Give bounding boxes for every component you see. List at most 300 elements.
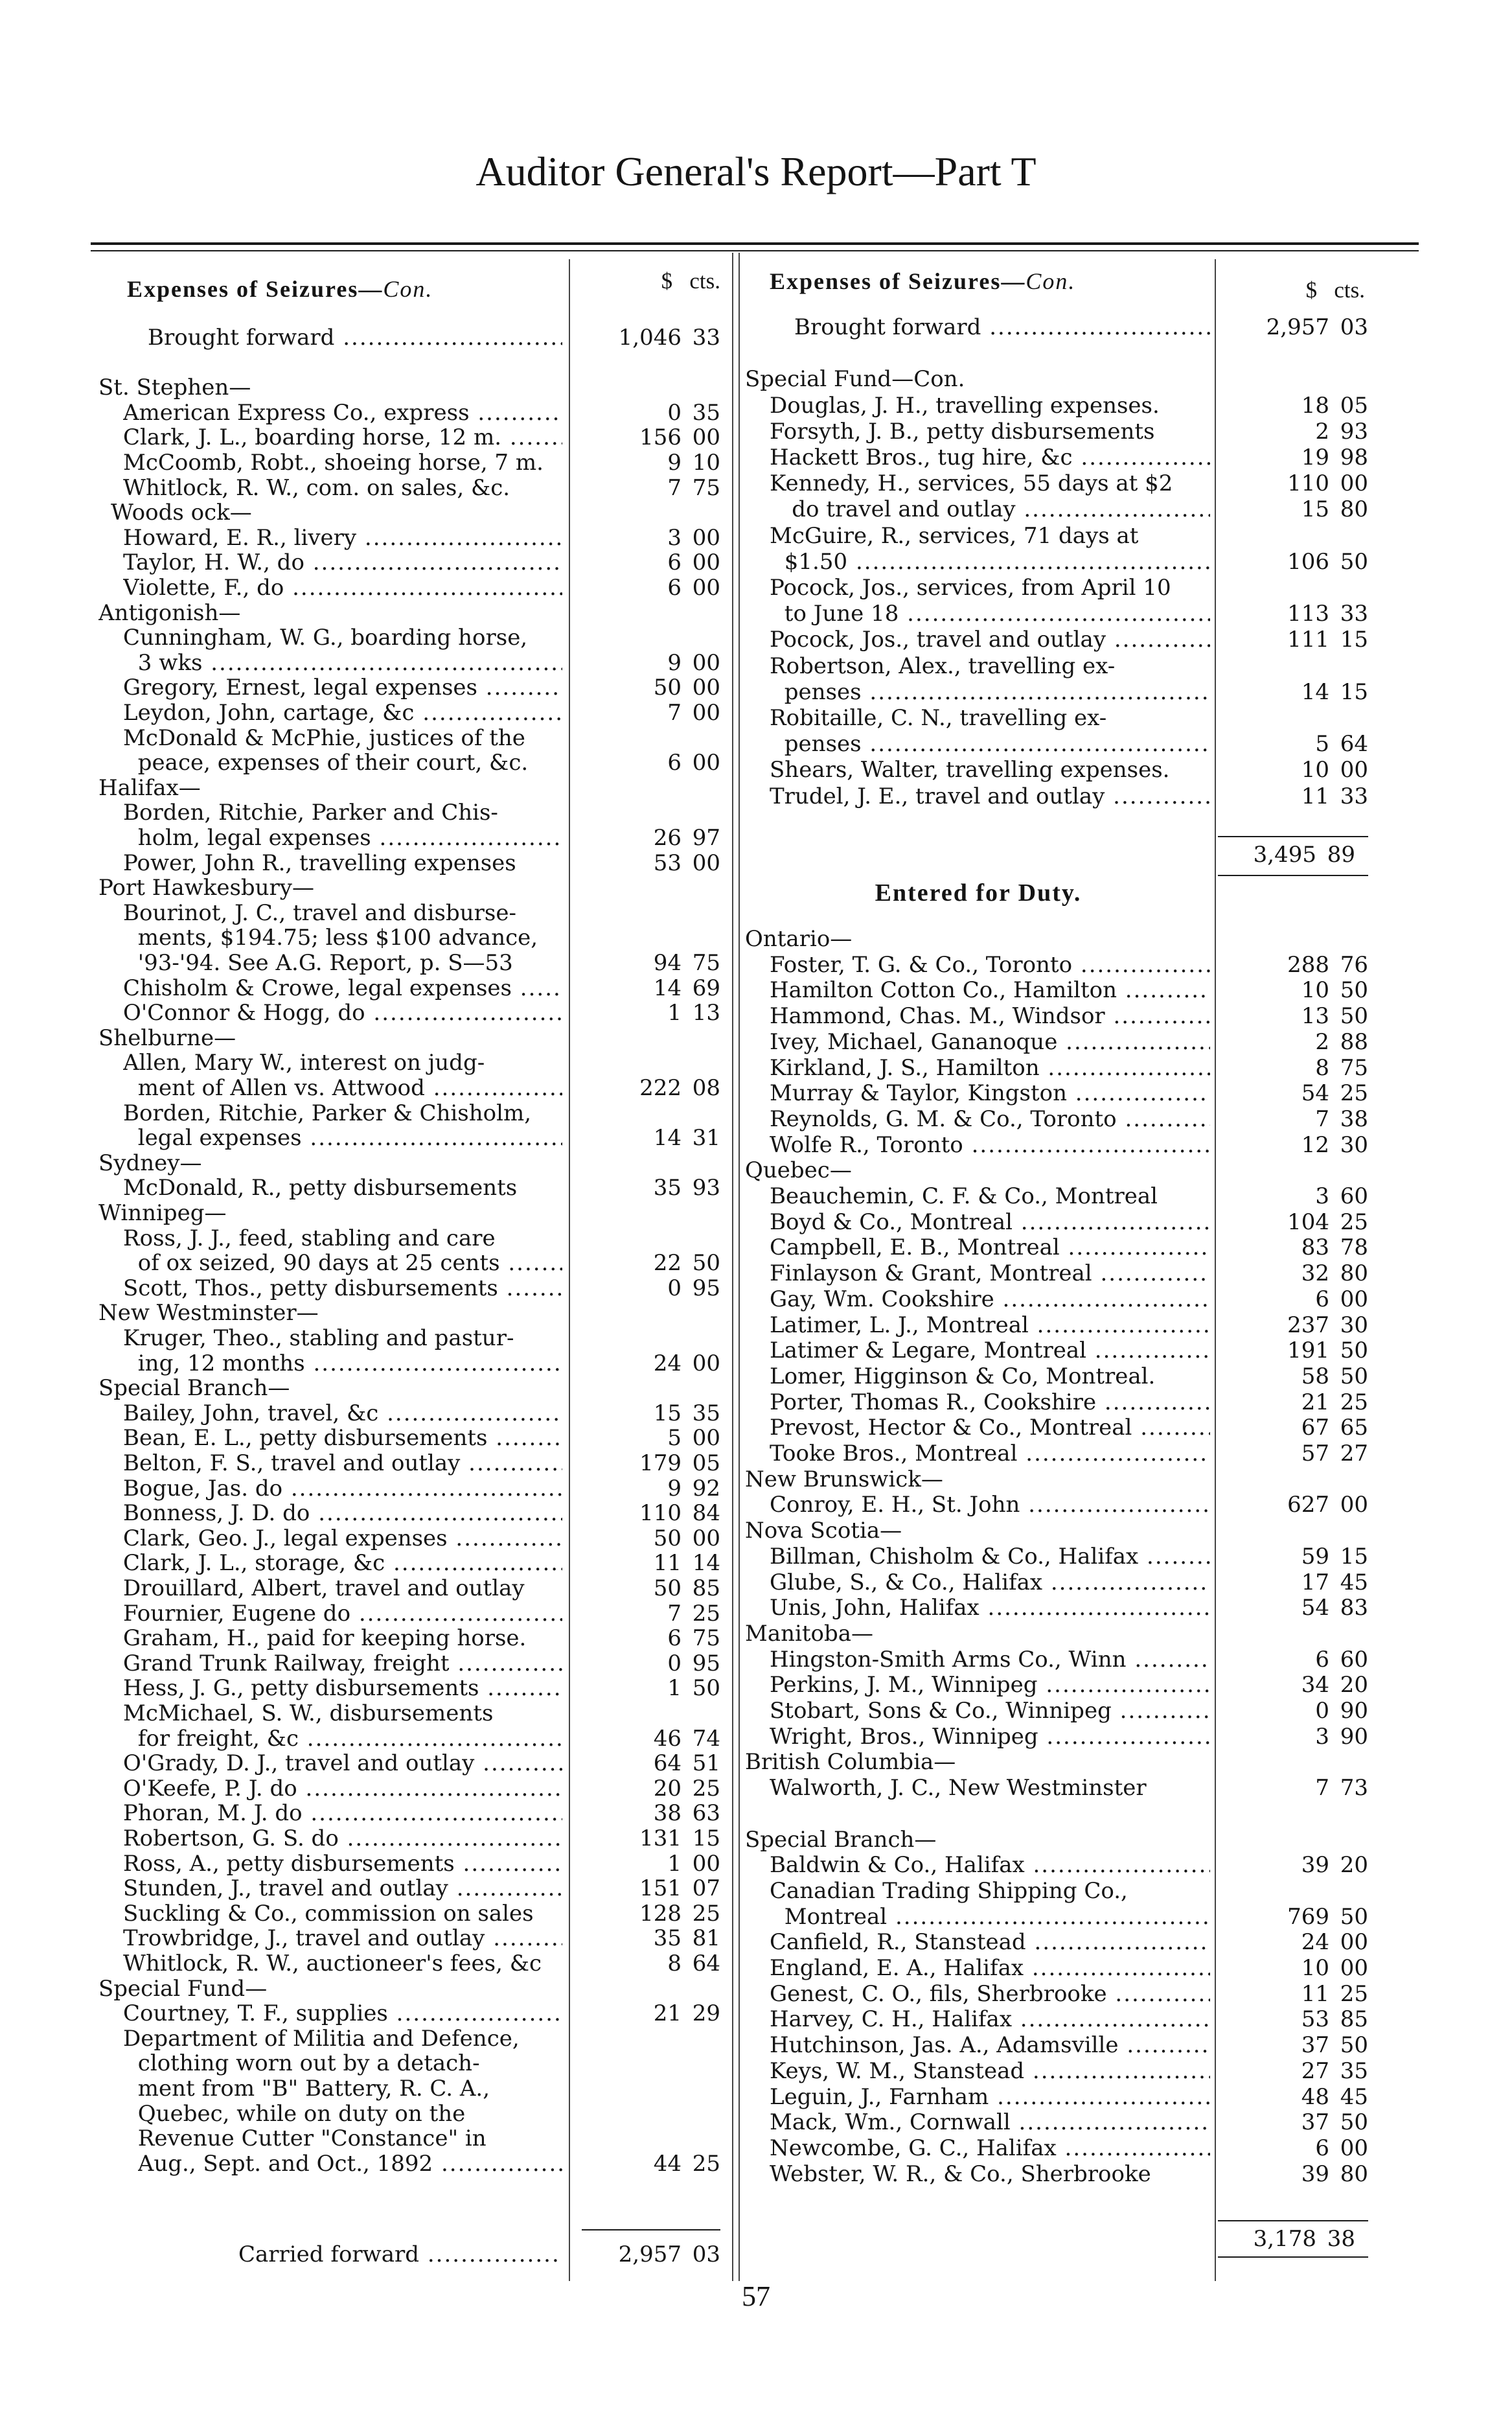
ledger-heading: [98, 1101, 720, 1126]
entry-text: Latimer, L. J., Montreal .....: [770, 1313, 1210, 1338]
ledger-entry: [98, 1401, 720, 1426]
entry-amount: 53 00: [653, 850, 720, 876]
ledger-entry: [98, 976, 720, 1001]
ledger-heading: [98, 726, 720, 750]
ledger-entry: [745, 1235, 1368, 1260]
entry-text: Boyd & Co., Montreal .....: [770, 1210, 1210, 1234]
ledger-entry: [745, 2110, 1368, 2135]
ledger-entry: [98, 1451, 720, 1476]
ledger-heading: [745, 575, 1368, 600]
entry-amount: 6 00: [1315, 2135, 1368, 2161]
ledger-entry: [745, 1724, 1368, 1749]
center-rule-2: [739, 253, 740, 2281]
entry-text: Hess, J. G., petty disbursements .....: [123, 1676, 562, 1700]
entry-text: Leguin, J., Farnham .....: [770, 2085, 1210, 2109]
ledger-entry: [745, 627, 1368, 652]
entry-amount: 110 84: [639, 1500, 720, 1527]
left-carried-amount: 2,957 03: [618, 2241, 720, 2267]
entry-text: Special Branch—: [745, 1827, 937, 1852]
entry-text: Special Fund—Con.: [745, 367, 965, 392]
entry-text: Bean, E. L., petty disbursements .....: [123, 1426, 562, 1450]
ledger-heading: [98, 875, 720, 900]
entry-amount: 1 13: [667, 1000, 720, 1026]
entry-amount: 7 25: [667, 1600, 720, 1627]
entry-amount: 39 20: [1301, 1852, 1368, 1879]
ledger-entry: [745, 1313, 1368, 1338]
ledger-entry: [98, 1276, 720, 1301]
ledger-heading: [98, 375, 720, 400]
entry-amount: 3 90: [1315, 1723, 1368, 1750]
entry-amount: 39 80: [1301, 2160, 1368, 2187]
entry-amount: 24 00: [1301, 1929, 1368, 1956]
entry-text: New Westminster—: [98, 1301, 319, 1326]
entry-text: Graham, H., paid for keeping horse.: [123, 1626, 527, 1651]
entry-amount: 6 60: [1315, 1646, 1368, 1673]
entry-text: McCoomb, Robt., shoeing horse, 7 m.: [123, 450, 544, 475]
ledger-entry: [745, 497, 1368, 522]
ledger-entry: [98, 450, 720, 475]
entry-amount: 18 05: [1301, 392, 1368, 419]
entry-text: Courtney, T. F., supplies .....: [123, 2001, 562, 2026]
ledger-heading: [98, 2051, 720, 2076]
entry-text: to June 18 .....: [785, 601, 1210, 626]
entry-amount: 3 00: [667, 524, 720, 551]
ledger-entry: [745, 1415, 1368, 1440]
entry-amount: 14 15: [1301, 678, 1368, 705]
entry-amount: 222 08: [639, 1075, 720, 1101]
entry-text: Ivey, Michael, Gananoque .....: [770, 1030, 1210, 1054]
entry-text: Bogue, Jas. do .....: [123, 1476, 562, 1501]
entry-text: British Columbia—: [745, 1750, 956, 1775]
ledger-entry: [98, 2151, 720, 2176]
entry-amount: 48 45: [1301, 2083, 1368, 2110]
entry-text: Gregory, Ernest, legal expenses .....: [123, 675, 562, 700]
entry-text: Latimer & Legare, Montreal .....: [770, 1338, 1210, 1363]
ledger-entry: [98, 1801, 720, 1825]
entry-text: Porter, Thomas R., Cookshire .....: [770, 1390, 1210, 1415]
entry-text: England, E. A., Halifax .....: [770, 1956, 1210, 1980]
ledger-entry: [745, 1390, 1368, 1415]
entry-text: Campbell, E. B., Montreal .....: [770, 1235, 1210, 1260]
entry-amount: 21 29: [653, 2000, 720, 2027]
left-section-title: Expenses of Seizures—Con.: [127, 276, 433, 302]
ledger-entry: [98, 1676, 720, 1700]
top-rule-thin: [91, 250, 1419, 251]
entry-text: Pocock, Jos., services, from April 10: [770, 575, 1171, 600]
entry-amount: 5 64: [1315, 731, 1368, 758]
entry-text: Aug., Sept. and Oct., 1892 .....: [138, 2151, 562, 2176]
entry-text: Bailey, John, travel, &c .....: [123, 1401, 562, 1426]
ledger-entry: [98, 1476, 720, 1501]
entry-amount: 113 33: [1287, 601, 1368, 627]
entry-text: McMichael, S. W., disbursements: [123, 1701, 494, 1726]
ledger-entry: [98, 851, 720, 875]
ledger-entry: [745, 1776, 1368, 1800]
ledger-entry: [98, 325, 720, 350]
entry-amount: 0 35: [667, 399, 720, 426]
ledger-entry: [745, 784, 1368, 809]
entry-amount: 15 35: [653, 1400, 720, 1426]
ledger-heading: [98, 1151, 720, 1176]
ledger-heading: [98, 1050, 720, 1075]
entry-text: Hutchinson, Jas. A., Adamsville .....: [770, 2033, 1210, 2057]
entry-text: Conroy, E. H., St. John .....: [770, 1492, 1210, 1517]
entry-amount: 15 80: [1301, 496, 1368, 523]
ledger-heading: [98, 1201, 720, 1225]
entry-amount: 22 50: [653, 1250, 720, 1277]
ledger-entry: [98, 1651, 720, 1676]
entry-amount: 191 50: [1287, 1338, 1368, 1364]
entry-text: O'Grady, D. J., travel and outlay .....: [123, 1751, 562, 1776]
entry-text: 3 wks .....: [138, 651, 562, 675]
entry-amount: 8 64: [667, 1951, 720, 1976]
entry-amount: 67 65: [1301, 1415, 1368, 1441]
ledger-entry: [745, 953, 1368, 977]
entry-amount: 9 92: [667, 1475, 720, 1501]
entry-text: Bonness, J. D. do .....: [123, 1501, 562, 1525]
entry-amount: 44 25: [653, 2150, 720, 2177]
ledger-entry: [745, 1647, 1368, 1672]
right-subtotal-amount: 3,495 89: [1253, 842, 1355, 868]
right-section-title: Expenses of Seizures—Con.: [770, 268, 1076, 294]
ledger-entry: [98, 1576, 720, 1601]
entry-text: Grand Trunk Railway, freight .....: [123, 1651, 562, 1676]
ledger-heading: [745, 1518, 1368, 1543]
right-final-total: [1218, 2227, 1368, 2251]
ledger-entry: [745, 1364, 1368, 1389]
entry-text: Montreal .....: [785, 1905, 1210, 1929]
ledger-entry: [745, 445, 1368, 470]
ledger-entry: [745, 1184, 1368, 1209]
entry-amount: 110 00: [1287, 470, 1368, 497]
entry-text: New Brunswick—: [745, 1466, 943, 1492]
ledger-entry: [745, 2136, 1368, 2160]
entry-text: Genest, C. O., fils, Sherbrooke .....: [770, 1982, 1210, 2006]
ledger-heading: [98, 2026, 720, 2051]
entry-text: legal expenses .....: [138, 1126, 562, 1150]
entry-amount: 26 97: [653, 825, 720, 851]
entry-text: Special Branch—: [98, 1376, 290, 1401]
ledger-entry: [98, 400, 720, 425]
top-rule: [91, 242, 1419, 245]
entry-text: Prevost, Hector & Co., Montreal .....: [770, 1415, 1210, 1440]
ledger-entry: [98, 1526, 720, 1551]
entry-text: Allen, Mary W., interest on judg-: [123, 1050, 485, 1076]
entry-text: Trowbridge, J., travel and outlay .....: [123, 1926, 562, 1951]
entry-text: Glube, S., & Co., Halifax .....: [770, 1570, 1210, 1595]
entry-amount: 106 50: [1287, 548, 1368, 575]
entry-text: Clark, J. L., boarding horse, 12 m. .....: [123, 425, 562, 450]
entry-text: Quebec, while on duty on the: [137, 2101, 466, 2126]
page-header: Auditor General's Report—Part T: [475, 148, 1037, 194]
entry-amount: 24 00: [653, 1350, 720, 1376]
entry-amount: 34 20: [1301, 1672, 1368, 1698]
entry-text: O'Connor & Hogg, do .....: [123, 1001, 562, 1025]
ledger-entry: [98, 1351, 720, 1376]
ledger-entry: [98, 425, 720, 450]
entry-text: Hackett Bros., tug hire, &c .....: [770, 445, 1210, 470]
entry-text: Borden, Ritchie, Parker and Chis-: [123, 800, 498, 826]
entry-text: Hamilton Cotton Co., Hamilton .....: [770, 978, 1210, 1002]
entry-text: Canfield, R., Stanstead .....: [770, 1930, 1210, 1954]
entry-amount: 5 00: [667, 1425, 720, 1452]
entry-text: Brought forward .....: [148, 325, 562, 350]
entry-text: Hammond, Chas. M., Windsor .....: [770, 1004, 1210, 1028]
ledger-entry: [98, 1901, 720, 1926]
entry-amount: 35 81: [653, 1925, 720, 1952]
ledger-heading: [98, 1026, 720, 1050]
entry-text: Drouillard, Albert, travel and outlay: [123, 1576, 525, 1601]
entry-amount: 8 75: [1315, 1054, 1368, 1081]
right-final-rule: [1218, 2220, 1368, 2221]
ledger-heading: [745, 367, 1368, 391]
entry-amount: 9 00: [667, 649, 720, 676]
ledger-entry: [745, 2033, 1368, 2057]
ledger-entry: [745, 1570, 1368, 1595]
ledger-heading: [98, 500, 720, 525]
ledger-entry: [745, 1056, 1368, 1080]
ledger-heading: [98, 1376, 720, 1400]
entry-amount: 7 00: [667, 700, 720, 726]
ledger-heading: [98, 351, 720, 375]
entry-amount: 0 95: [667, 1650, 720, 1676]
entry-text: Robertson, G. S. do .....: [123, 1826, 562, 1851]
entry-text: American Express Co., express .....: [123, 400, 562, 425]
entry-text: Port Hawkesbury—: [98, 875, 315, 901]
entry-amount: 10 50: [1301, 977, 1368, 1004]
entry-text: Borden, Ritchie, Parker & Chisholm,: [123, 1100, 532, 1126]
entry-text: Kruger, Theo., stabling and pastur-: [123, 1326, 514, 1350]
entry-amount: 94 75: [653, 950, 720, 976]
entry-amount: 6 00: [667, 750, 720, 776]
ledger-entry: [745, 1956, 1368, 1980]
entry-text: Department of Militia and Defence,: [123, 2026, 520, 2051]
entry-amount: 11 14: [653, 1550, 720, 1577]
entry-text: Phoran, M. J. do .....: [123, 1801, 562, 1825]
ledger-entry: [98, 1826, 720, 1851]
entry-text: Nova Scotia—: [745, 1518, 902, 1544]
entry-amount: 14 31: [653, 1125, 720, 1152]
ledger-entry: [745, 2059, 1368, 2083]
ledger-entry: [98, 1951, 720, 1976]
entry-amount: 11 25: [1301, 1980, 1368, 2007]
ledger-entry: [745, 1492, 1368, 1517]
entry-text: Billman, Chisholm & Co., Halifax .....: [770, 1544, 1210, 1569]
ledger-entry: [745, 978, 1368, 1002]
entry-amount: 1 00: [667, 1850, 720, 1877]
entry-text: Chisholm & Crowe, legal expenses .....: [123, 976, 562, 1001]
entry-amount: 2 88: [1315, 1028, 1368, 1055]
entry-text: Tooke Bros., Montreal .....: [770, 1441, 1210, 1466]
ledger-entry: [745, 758, 1368, 782]
ledger-entry: [98, 826, 720, 850]
ledger-entry: [745, 1930, 1368, 1954]
entry-text: Trudel, J. E., travel and outlay .....: [770, 784, 1210, 809]
ledger-entry: [745, 1287, 1368, 1312]
entered-for-duty-heading: Entered for Duty.: [875, 879, 1082, 907]
entry-text: Lomer, Higginson & Co, Montreal.: [770, 1363, 1156, 1389]
ledger-entry: [745, 1544, 1368, 1569]
entry-amount: 3 60: [1315, 1183, 1368, 1209]
entry-text: O'Keefe, P. J. do .....: [123, 1776, 562, 1801]
ledger-entry: [98, 575, 720, 600]
ledger-entry: [745, 1004, 1368, 1028]
entry-amount: 37 50: [1301, 2032, 1368, 2059]
entry-text: Sydney—: [98, 1150, 202, 1176]
entry-amount: 50 00: [653, 1525, 720, 1551]
ledger-entry: [745, 1030, 1368, 1054]
entry-text: Belton, F. S., travel and outlay .....: [123, 1451, 562, 1476]
ledger-heading: [98, 1326, 720, 1350]
entry-text: Unis, John, Halifax .....: [770, 1595, 1210, 1620]
entry-amount: 627 00: [1287, 1492, 1368, 1518]
entry-text: Antigonish—: [98, 600, 241, 625]
ledger-entry: [98, 951, 720, 975]
entry-text: Finlayson & Grant, Montreal .....: [770, 1261, 1210, 1286]
entry-text: Hingston-Smith Arms Co., Winn .....: [770, 1647, 1210, 1672]
entry-text: St. Stephen—: [98, 375, 251, 400]
entry-text: Newcombe, G. C., Halifax .....: [770, 2136, 1210, 2160]
entry-text: Harvey, C. H., Halifax .....: [770, 2007, 1210, 2032]
ledger-entry: [745, 1673, 1368, 1697]
entry-text: clothing worn out by a detach-: [137, 2051, 480, 2076]
entry-text: Kennedy, H., services, 55 days at $2: [770, 471, 1173, 496]
entry-amount: 27 35: [1301, 2057, 1368, 2084]
ledger-entry: [98, 1251, 720, 1275]
entry-text: Leydon, John, cartage, &c .....: [123, 701, 562, 725]
ledger-heading: [98, 1301, 720, 1325]
entry-amount: 151 07: [639, 1875, 720, 1902]
entry-text: Wolfe R., Toronto .....: [770, 1133, 1210, 1157]
ledger-heading: [98, 776, 720, 800]
ledger-entry: [98, 750, 720, 775]
entry-amount: 9 10: [667, 450, 720, 476]
entry-amount: 50 85: [653, 1575, 720, 1601]
entry-amount: 769 50: [1287, 1903, 1368, 1930]
ledger-heading: [745, 1879, 1368, 1903]
entry-amount: 21 25: [1301, 1389, 1368, 1415]
ledger-heading: [745, 1801, 1368, 1826]
entry-text: Howard, E. R., livery .....: [123, 526, 562, 550]
entry-text: ing, 12 months .....: [138, 1351, 562, 1376]
entry-amount: 104 25: [1287, 1209, 1368, 1235]
entry-text: Whitlock, R. W., auctioneer's fees, &c: [123, 1951, 542, 1976]
ledger-heading: [745, 1467, 1368, 1492]
ledger-entry: [745, 1107, 1368, 1131]
ledger-heading: [98, 2076, 720, 2101]
entry-amount: 179 05: [639, 1450, 720, 1476]
entry-text: Beauchemin, C. F. & Co., Montreal: [770, 1184, 1158, 1209]
entry-amount: 11 33: [1301, 783, 1368, 809]
entry-text: Violette, F., do .....: [123, 575, 562, 600]
entry-amount: 6 75: [667, 1625, 720, 1652]
entry-text: Douglas, J. H., travelling expenses.: [770, 393, 1160, 418]
entry-amount: 14 69: [653, 975, 720, 1001]
entry-text: Forsyth, J. B., petty disbursements: [770, 419, 1155, 444]
entry-amount: 50 00: [653, 675, 720, 701]
ledger-entry: [745, 315, 1368, 340]
entry-text: Fournier, Eugene do .....: [123, 1601, 562, 1626]
ledger-heading: [98, 1701, 720, 1726]
ledger-entry: [745, 1081, 1368, 1106]
ledger-heading: [98, 2102, 720, 2126]
ledger-heading: [98, 800, 720, 825]
ledger-entry: [745, 393, 1368, 418]
ledger-entry: [98, 1876, 720, 1901]
ledger-entry: [98, 675, 720, 700]
entry-text: Robertson, Alex., travelling ex-: [770, 653, 1116, 678]
ledger-entry: [745, 1853, 1368, 1877]
entry-text: Webster, W. R., & Co., Sherbrooke: [770, 2161, 1151, 2186]
entry-text: Perkins, J. M., Winnipeg .....: [770, 1673, 1210, 1697]
ledger-heading: [745, 1750, 1368, 1774]
ledger-heading: [745, 1827, 1368, 1852]
entry-amount: 2,957 03: [1266, 314, 1368, 340]
left-carried-forward: Carried forward ..... 2,957 03: [238, 2242, 720, 2267]
entry-amount: 0 90: [1315, 1698, 1368, 1724]
entry-amount: 7 75: [667, 474, 720, 501]
entry-amount: 0 95: [667, 1275, 720, 1301]
entry-amount: 57 27: [1301, 1441, 1368, 1466]
entry-text: Scott, Thos., petty disbursements .....: [123, 1276, 562, 1301]
right-final-rule-2: [1218, 2256, 1368, 2258]
entry-text: penses .....: [785, 732, 1210, 756]
ledger-entry: [745, 732, 1368, 756]
entry-amount: 6 00: [667, 575, 720, 601]
entry-amount: 64 51: [653, 1750, 720, 1777]
ledger-entry: [98, 550, 720, 575]
right-subtotal-rule: [1218, 836, 1368, 837]
entry-amount: 131 15: [639, 1825, 720, 1851]
entry-amount: 10 00: [1301, 1955, 1368, 1981]
entry-text: Whitlock, R. W., com. on sales, &c.: [123, 475, 510, 500]
ledger-entry: [98, 1176, 720, 1200]
ledger-heading: [745, 706, 1368, 730]
entry-amount: 13 50: [1301, 1003, 1368, 1030]
entry-amount: 20 25: [653, 1775, 720, 1801]
ledger-heading: [745, 524, 1368, 548]
ledger-entry: [745, 1441, 1368, 1466]
entry-amount: 12 30: [1301, 1131, 1368, 1158]
entry-text: McDonald & McPhie, justices of the: [123, 725, 525, 750]
entry-amount: 54 83: [1301, 1595, 1368, 1621]
ledger-heading: [98, 1976, 720, 2001]
entry-text: Winnipeg—: [98, 1201, 227, 1225]
ledger-entry: [98, 651, 720, 675]
entry-text: Shelburne—: [98, 1025, 236, 1050]
entry-amount: 58 50: [1301, 1363, 1368, 1389]
entry-text: Shears, Walter, travelling expenses.: [770, 758, 1170, 783]
entry-text: do travel and outlay .....: [792, 497, 1210, 522]
entry-text: Kirkland, J. S., Hamilton .....: [770, 1056, 1210, 1080]
entry-amount: 83 78: [1301, 1234, 1368, 1261]
entry-text: Brought forward .....: [794, 315, 1210, 340]
ledger-entry: [98, 1551, 720, 1575]
ledger-entry: [745, 1133, 1368, 1157]
entry-amount: 35 93: [653, 1175, 720, 1201]
entry-text: Revenue Cutter "Constance" in: [137, 2126, 487, 2151]
ledger-entry: [98, 1501, 720, 1525]
ledger-heading: [98, 925, 720, 950]
left-amount-header: $ cts.: [661, 268, 720, 294]
ledger-heading: [745, 654, 1368, 678]
right-subtotal: [1218, 842, 1368, 867]
entry-text: Murray & Taylor, Kingston .....: [770, 1081, 1210, 1106]
entry-text: Gay, Wm. Cookshire .....: [770, 1287, 1210, 1312]
entry-amount: 59 15: [1301, 1543, 1368, 1570]
ledger-entry: [98, 701, 720, 725]
ledger-entry: [98, 1626, 720, 1651]
